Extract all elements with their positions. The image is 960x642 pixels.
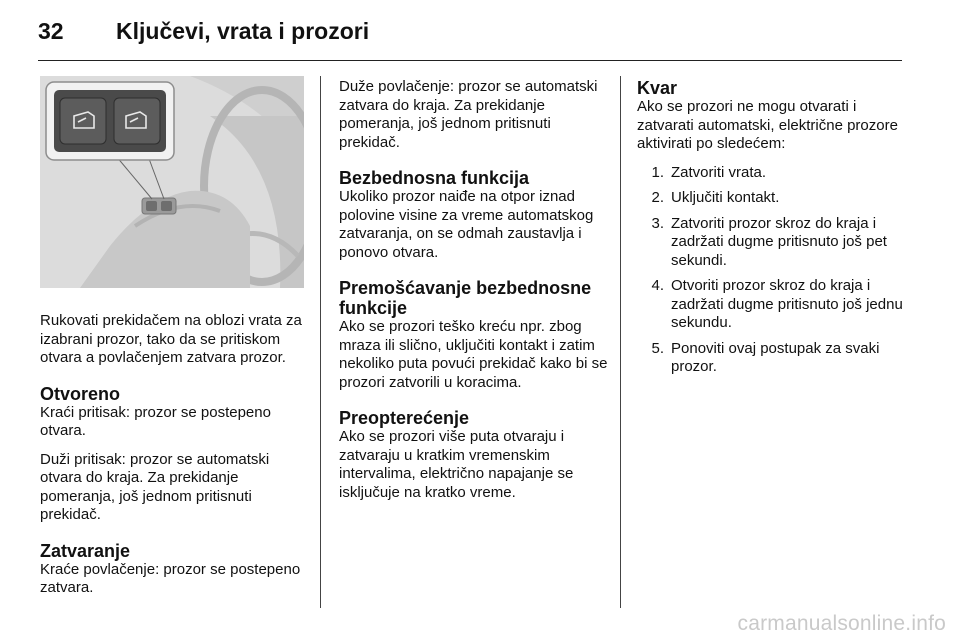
list-item: 1. Zatvoriti vrata.: [651, 163, 767, 181]
premoscavanje-text: Ako se prozori teško kreću npr. zbog mraza ili slično, uključiti kontakt i zatim nekoliko puta povući prekidač kako bi se prozori zatvorili u koracima.: [339, 318, 608, 391]
left-column: [40, 76, 304, 608]
kvar-intro: Ako se prozori ne mogu otvarati i zatvarati automatski, električne prozore aktivirati po sledećem:: [637, 98, 898, 152]
heading-zatvaranje: Zatvaranje: [40, 540, 131, 561]
otvoreno-long-press: Duži pritisak: prozor se automatski otvara do kraja. Za prekidanje pomeranja, još jednom pritisnuti prekidač.: [40, 450, 270, 523]
preopterecenje-text: Ako se prozori više puta otvaraju i zatvaraju u kratkim vremenskim intervalima, električno napajanje se isključuje na kratko vreme.: [339, 428, 574, 501]
heading-kvar: Kvar: [637, 78, 678, 98]
zatvaranje-short-pull: Kraće povlačenje: prozor se postepeno zatvara.: [40, 560, 301, 596]
section-premoscavanje: [339, 278, 609, 392]
otvoreno-short-press: Kraći pritisak: prozor se postepeno otvara.: [40, 403, 271, 439]
heading-otvoreno: Otvoreno: [40, 383, 121, 404]
column-divider-2: [620, 76, 621, 608]
section-preopterecenje: [339, 408, 609, 502]
list-item: 2. Uključiti kontakt.: [651, 189, 780, 206]
heading-premoscavanje: Premošćavanje bezbednosne funkcije: [339, 278, 592, 318]
section-zatvaranje: [40, 541, 304, 598]
power-window-switch-illustration: [40, 76, 304, 288]
middle-column: [339, 78, 609, 512]
section-bezbednosna: [339, 168, 609, 262]
bezbednosna-text: Ukoliko prozor naiđe na otpor iznad polovine visine za vreme automatskog zatvaranja, on se odmah zaustavlja i ponovo otvara.: [339, 188, 594, 261]
heading-bezbednosna: Bezbednosna funkcija: [339, 168, 530, 188]
right-column: [637, 78, 907, 384]
section-otvoreno: [40, 384, 304, 525]
list-item: 4. Otvoriti prozor skroz do kraja i zadržati dugme pritisnuto još jednu sekundu.: [651, 277, 903, 331]
heading-preopterecenje: Preopterećenje: [339, 408, 470, 428]
intro-text: Rukovati prekidačem na oblozi vrata za izabrani prozor, tako da se pritiskom otvara a povlačenjem zatvara prozor.: [40, 312, 302, 366]
list-item: 3. Zatvoriti prozor skroz do kraja i zadržati dugme pritisnuto još pet sekundi.: [651, 214, 887, 269]
page-number: 32: [38, 18, 64, 44]
header-rule: [38, 60, 902, 61]
zatvaranje-long-pull: Duže povlačenje: prozor se automatski zatvara do kraja. Za prekidanje pomeranja, još jednom pritisnuti prekidač.: [339, 78, 598, 151]
watermark: carmanualsonline.info: [737, 612, 946, 635]
column-divider-1: [320, 76, 321, 608]
kvar-steps-list: [637, 164, 907, 377]
list-item: 5. Ponoviti ovaj postupak za svaki prozor.: [651, 339, 880, 375]
page-title: Ključevi, vrata i prozori: [116, 18, 370, 44]
